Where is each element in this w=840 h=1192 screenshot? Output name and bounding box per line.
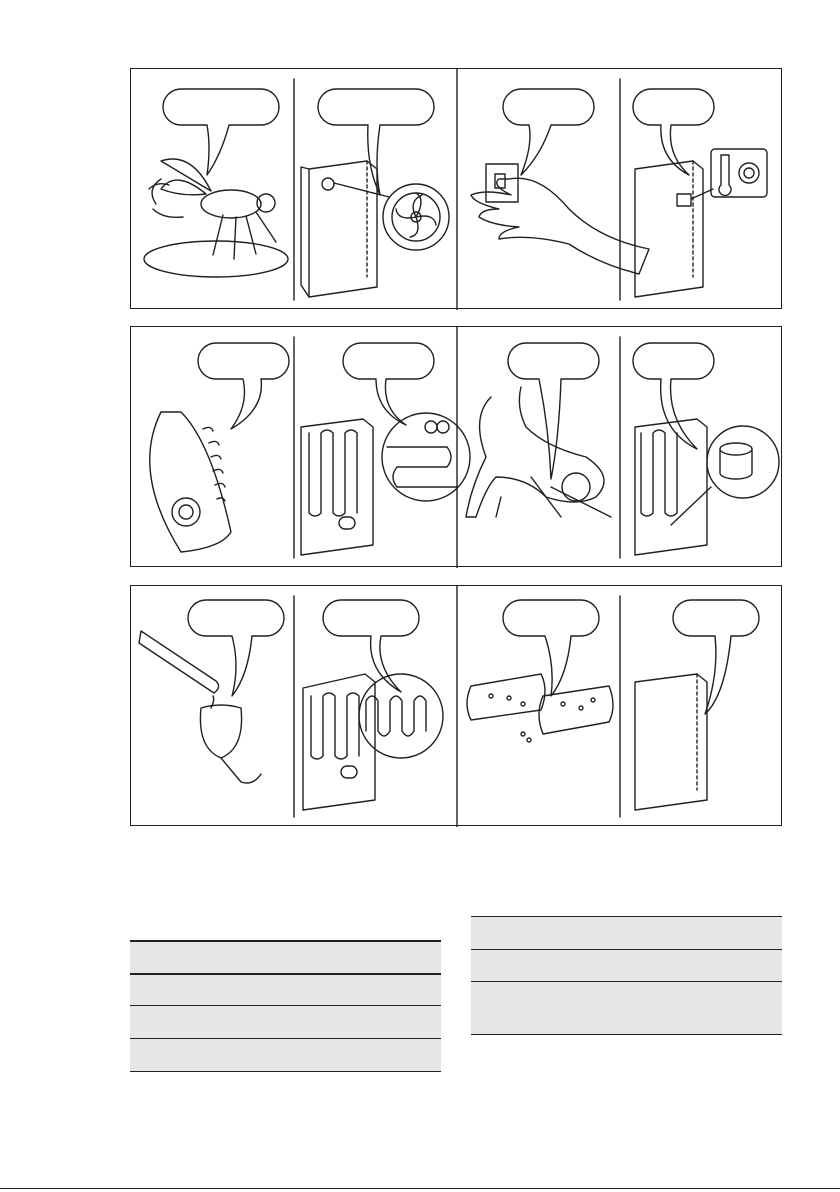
speech-bubble [198, 343, 289, 429]
cabinet-illustration [635, 600, 759, 810]
compressor-illustration [633, 343, 779, 555]
illustration-panel-row-1 [130, 68, 782, 309]
iron-illustration [150, 343, 289, 552]
right-table [471, 916, 782, 1036]
table-row [130, 975, 441, 1005]
cracker-illustration [467, 600, 613, 742]
table-row [471, 950, 782, 981]
speech-bubble [633, 343, 714, 449]
speech-bubble [503, 89, 594, 175]
table-rule [130, 1071, 441, 1072]
speech-bubble [508, 343, 599, 479]
illustration-row-1 [131, 69, 783, 310]
cat-illustration [466, 343, 611, 517]
condenser-illustration [301, 343, 470, 555]
fly-illustration [144, 89, 288, 277]
table-row [471, 917, 782, 949]
illustration-row-2 [131, 327, 783, 568]
switch-illustration [471, 89, 649, 274]
evaporator-illustration [303, 600, 443, 810]
illustration-panel-row-2 [130, 326, 782, 567]
table-row [130, 1039, 441, 1071]
table-row [130, 1006, 441, 1038]
speech-bubble [163, 89, 279, 175]
illustration-row-3 [131, 586, 783, 827]
table-row [471, 982, 782, 1034]
thermostat-illustration [633, 89, 767, 297]
page-bottom-rule [0, 1188, 840, 1191]
fan-illustration [301, 89, 449, 297]
table-rule [471, 1034, 782, 1035]
speech-bubble [673, 600, 759, 714]
illustration-panel-row-3 [130, 585, 782, 826]
wine-illustration [139, 600, 284, 783]
left-table [130, 940, 441, 1073]
speech-bubble [503, 600, 599, 696]
speech-bubble [188, 600, 284, 696]
speech-bubble [318, 89, 434, 195]
speech-bubble [633, 89, 714, 175]
table-row [130, 942, 441, 973]
